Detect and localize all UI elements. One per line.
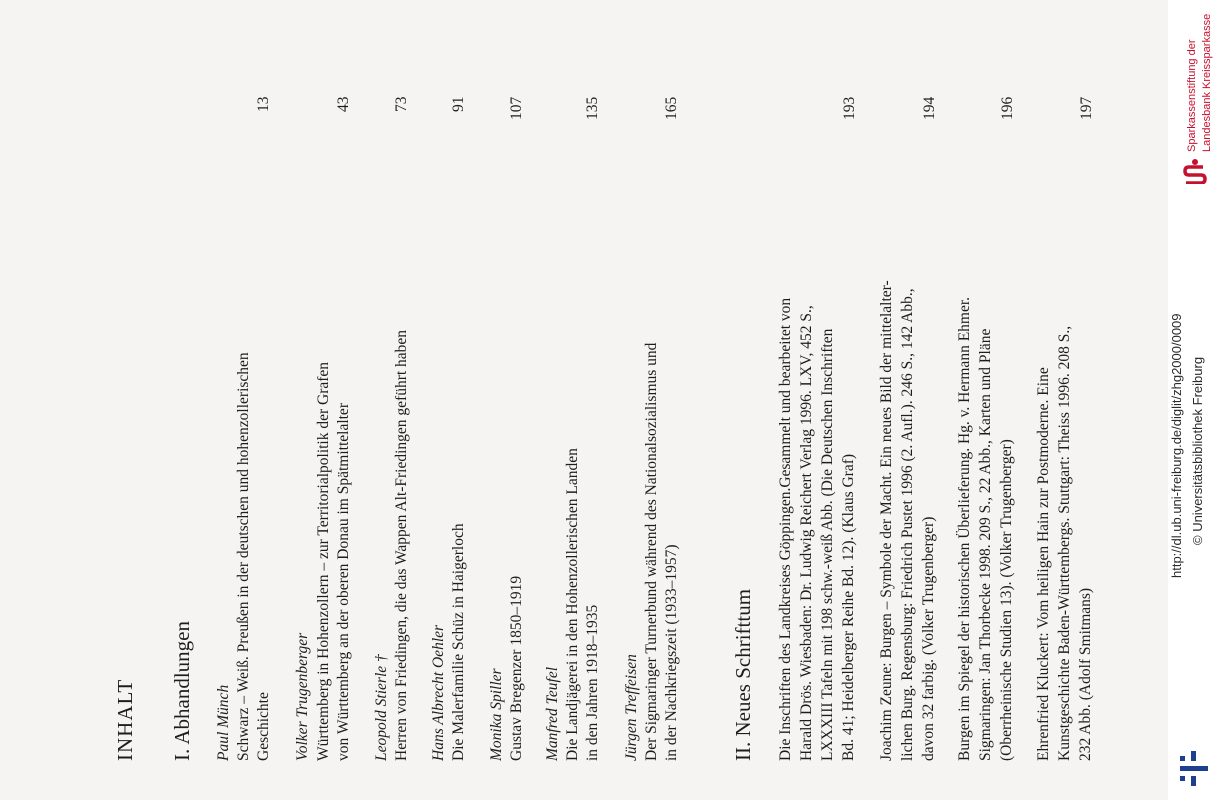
library-sidebar bbox=[1168, 0, 1226, 800]
entry-title-line: von Württemberg an der oberen Donau im Spätmittelalter bbox=[335, 403, 352, 761]
review-line: Bd. 41; Heidelberger Reihe Bd. 12). (Klaus Graf) bbox=[840, 453, 857, 761]
review-line: Burgen im Spiegel der historischen Überlieferung. Hg. v. Hermann Ehmer. bbox=[956, 296, 973, 761]
entry-title-line: Schwarz – Weiß. Preußen in der deutschen und hohenzollerischen bbox=[235, 352, 252, 761]
review-line: Ehrenfried Kluckert: Vom heiligen Hain zur Postmoderne. Eine bbox=[1035, 367, 1052, 761]
sparkasse-text-line1: Sparkassenstiftung der bbox=[1186, 39, 1198, 152]
review-line: Harald Drös. Wiesbaden: Dr. Ludwig Reichert Verlag 1996. LXV, 452 S., bbox=[798, 305, 815, 761]
entry-author: Paul Münch bbox=[215, 684, 232, 761]
page-number: 196 bbox=[999, 96, 1016, 120]
entry-author: Monika Spiller bbox=[488, 668, 505, 761]
toc-title: INHALT bbox=[113, 678, 137, 761]
review-line: 232 Abb. (Adolf Smitmans) bbox=[1077, 587, 1094, 761]
page-number: 194 bbox=[921, 96, 938, 120]
ub-freiburg-logo-icon bbox=[1176, 748, 1220, 788]
page-number: 73 bbox=[393, 96, 410, 112]
entry-title-line: Gustav Bregenzer 1850–1919 bbox=[508, 575, 525, 761]
entry-title-line: Geschichte bbox=[255, 692, 272, 761]
sparkasse-logo-icon bbox=[1183, 158, 1207, 184]
entry-author: Jürgen Treffeisen bbox=[623, 654, 640, 761]
review-line: davon 32 farbig. (Volker Trugenberger) bbox=[920, 516, 937, 761]
review-line: Joachim Zeune: Burgen – Symbole der Macht. Ein neues Bild der mittelalter- bbox=[878, 280, 895, 761]
review-line: (Oberrheinische Studien 13). (Volker Trugenberger) bbox=[998, 439, 1015, 761]
entry-author: Volker Trugenberger bbox=[294, 632, 311, 761]
review-line: Kunstgeschichte Baden-Württembergs. Stuttgart: Theiss 1996. 208 S., bbox=[1056, 325, 1073, 761]
entry-author: Hans Albrecht Oehler bbox=[430, 624, 447, 761]
section-heading-abhandlungen: I. Abhandlungen bbox=[170, 621, 194, 761]
page-number: 135 bbox=[584, 96, 601, 120]
entry-title-line: Die Landjägerei in den Hohenzollerischen Landen bbox=[564, 448, 581, 761]
page-number: 107 bbox=[508, 96, 525, 120]
review-line: Sigmaringen: Jan Thorbecke 1998. 209 S., 22 Abb., Karten und Pläne bbox=[977, 328, 994, 761]
entry-title-line: Der Sigmaringer Turnerbund während des Nationalsozialismus und bbox=[643, 342, 660, 761]
page-number: 193 bbox=[841, 96, 858, 120]
page-number: 197 bbox=[1078, 96, 1095, 120]
review-line: Die Inschriften des Landkreises Göppingen.Gesammelt und bearbeitet von bbox=[777, 297, 794, 761]
page-number: 165 bbox=[663, 96, 680, 120]
entry-title-line: Die Malerfamilie Schüz in Haigerloch bbox=[450, 523, 467, 761]
page-number: 13 bbox=[255, 96, 272, 112]
entry-author: Manfred Teufel bbox=[544, 667, 561, 761]
page-number: 43 bbox=[335, 96, 352, 112]
entry-title-line: in den Jahren 1918–1935 bbox=[584, 604, 601, 761]
entry-title-line: Herren von Friedingen, die das Wappen Alt-Friedingen geführt haben bbox=[393, 329, 410, 761]
entry-author: Leopold Stierle † bbox=[373, 654, 390, 761]
document-url-link[interactable]: http://dl.ub.uni-freiburg.de/diglit/zhg2000/0009 bbox=[1169, 313, 1184, 578]
page-number: 91 bbox=[450, 96, 467, 112]
sparkasse-text-line2: Landesbank Kreissparkasse bbox=[1201, 13, 1213, 152]
review-line: LXXXIII Tafeln mit 198 schw.-weiß Abb. (Die Deutschen Inschriften bbox=[819, 328, 836, 761]
entry-title-line: Württemberg in Hohenzollern – zur Territorialpolitik der Grafen bbox=[315, 361, 332, 761]
copyright-text: © Universitätsbibliothek Freiburg bbox=[1190, 356, 1205, 545]
review-line: lichen Burg. Regensburg: Friedrich Pustet 1996 (2. Aufl.). 246 S., 142 Abb., bbox=[899, 288, 916, 761]
section-heading-neues-schrifttum: II. Neues Schrifttum bbox=[731, 588, 755, 761]
entry-title-line: in der Nachkriegszeit (1933–1957) bbox=[663, 544, 680, 761]
